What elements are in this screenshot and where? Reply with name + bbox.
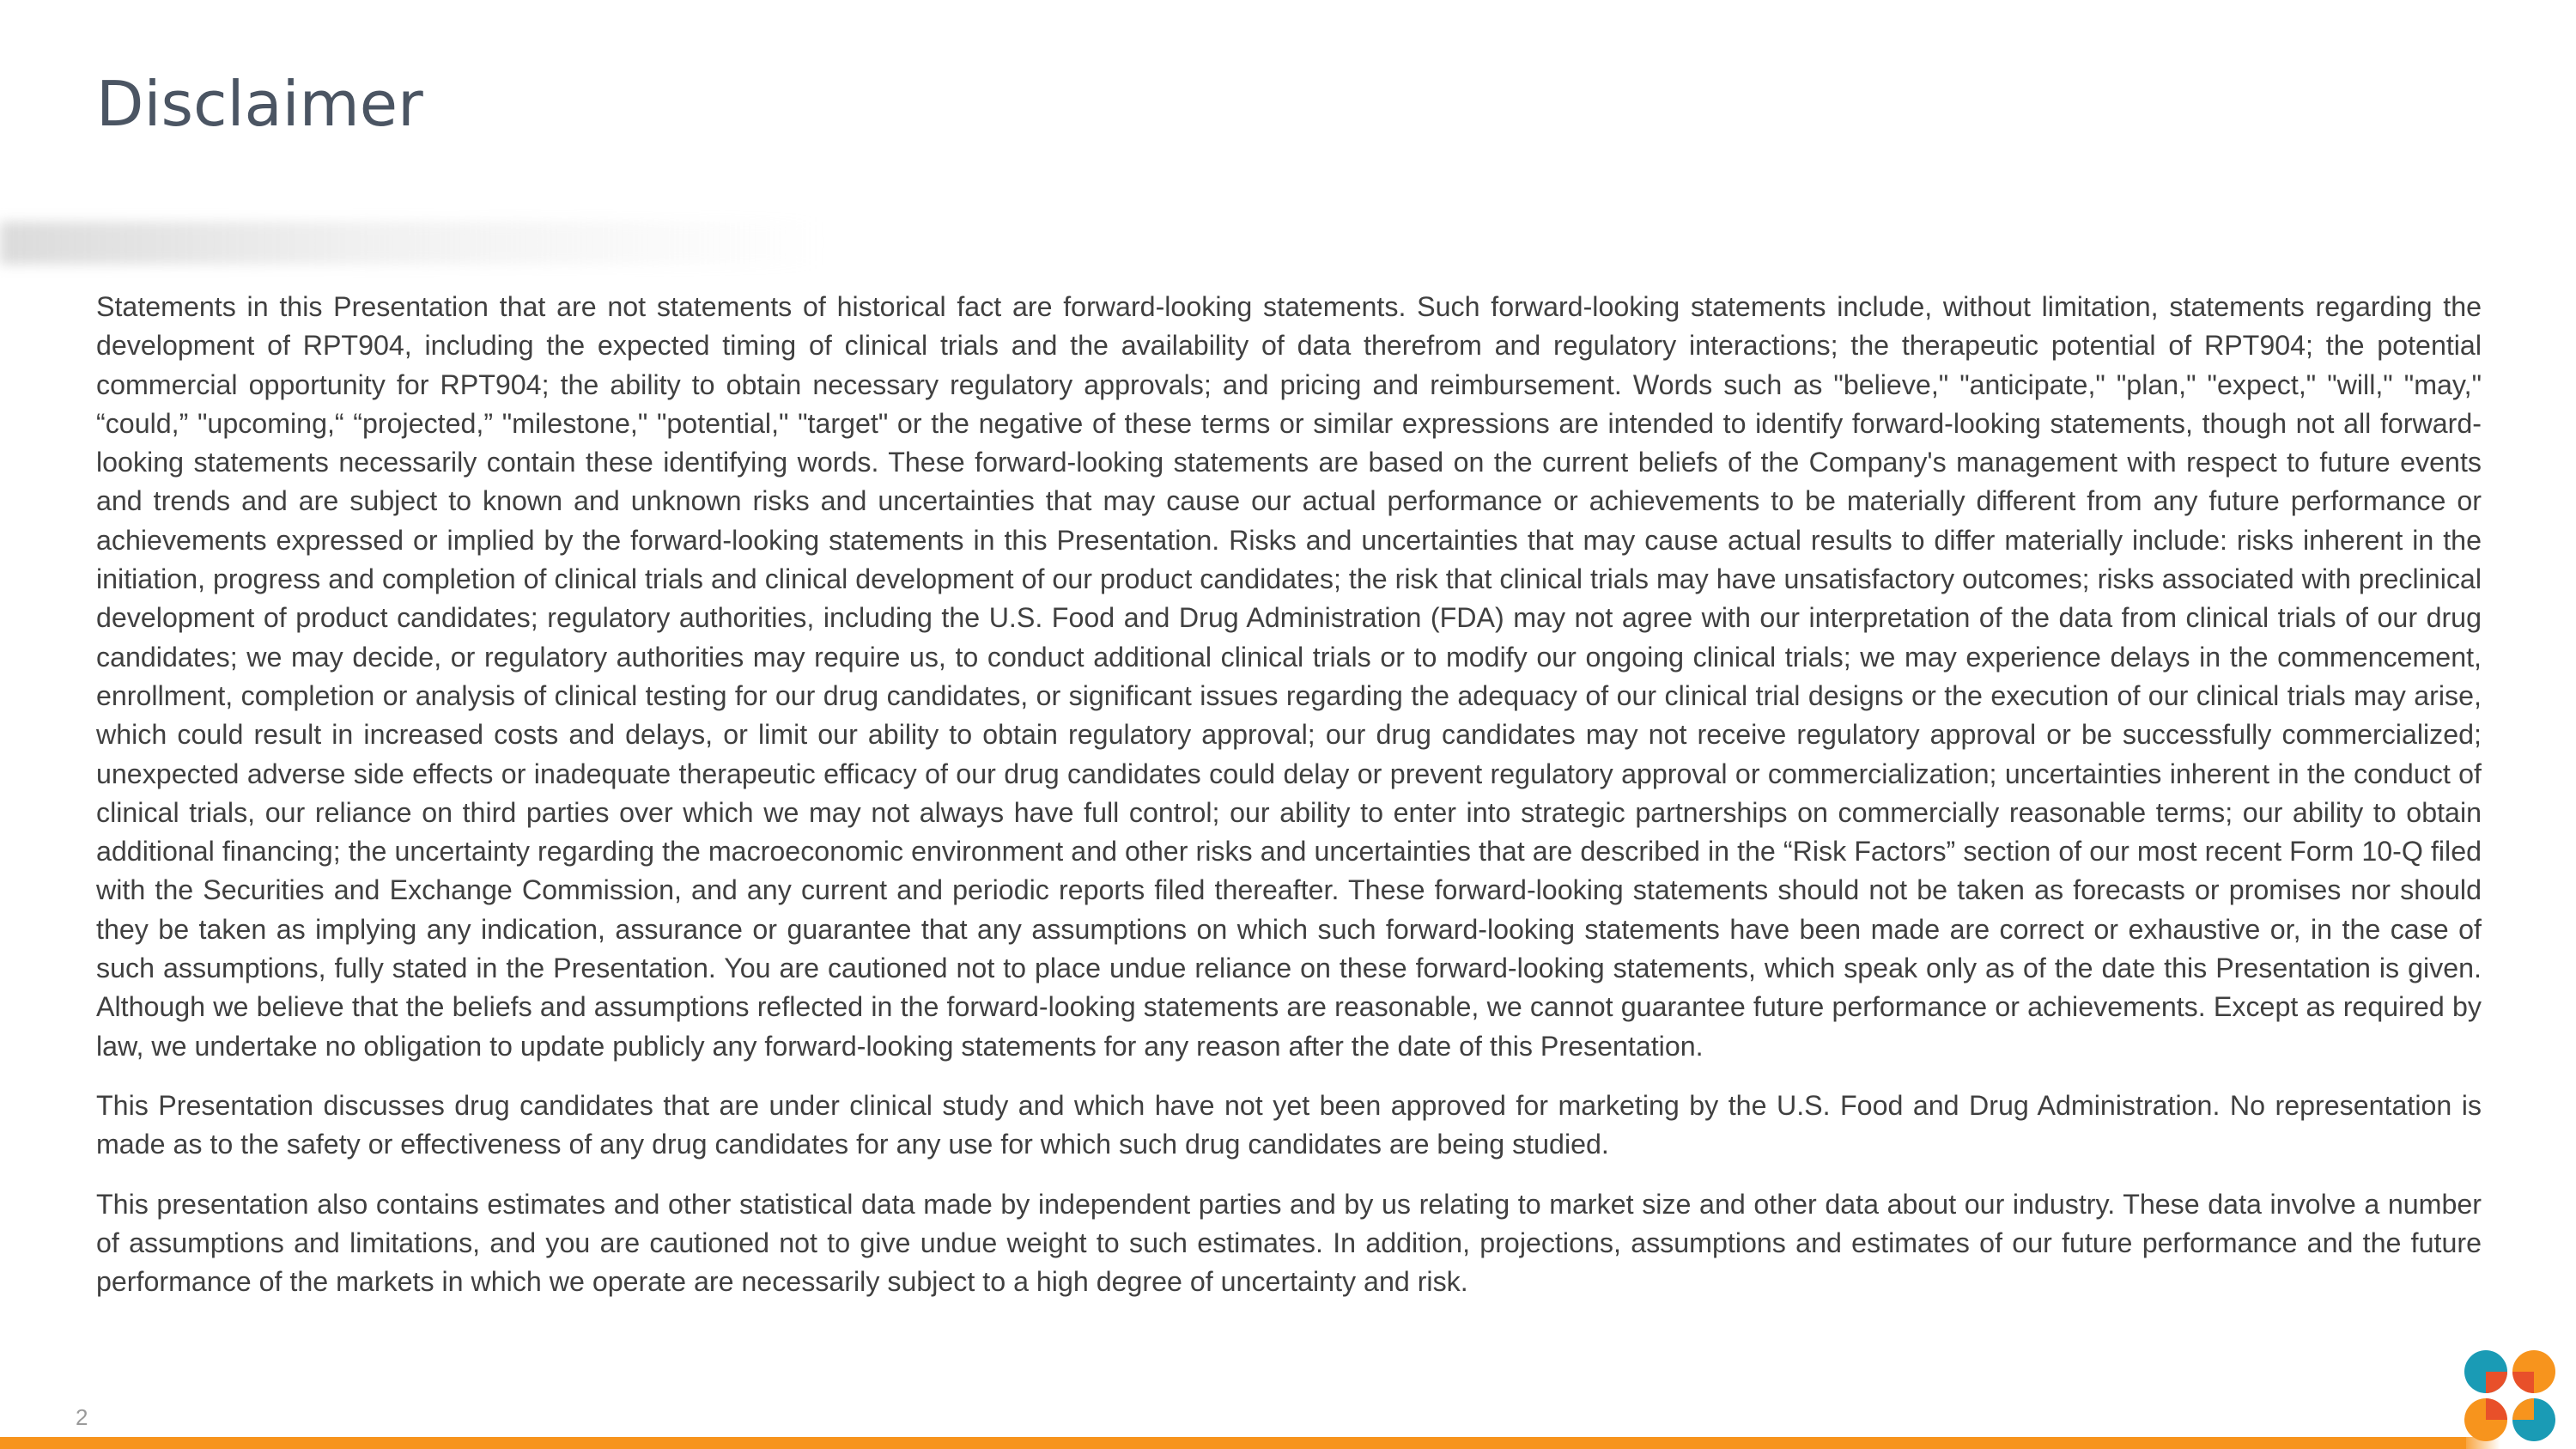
disclaimer-paragraph-market-data: This presentation also contains estimates and other statistical data made by independent parties and by us relating to market size and other data about our industry. These data involve a number of assumptions and limitations, and you are cautioned not to give undue weight to such estimates. In addition, projections, assumptions and estimates of our future performance and the future performance of the markets in which we operate are necessarily subject to a high degree of uncertainty and risk. — [96, 1188, 2482, 1298]
disclaimer-paragraph-forward-looking: Statements in this Presentation that are not statements of historical fact are forward-looking statements. Such forward-looking statements include, without limitation, statements regarding the development of RPT904, including the expected timing of clinical trials and the availability of data therefrom and regulatory interactions; the therapeutic potential of RPT904; the potential commercial opportunity for RPT904; the ability to obtain necessary regulatory approvals; and pricing and reimbursement. Words such as "believe," "anticipate," "plan," "expect," "will," "may," “could,” "upcoming,“ “projected,” "milestone," "potential," "target" or the negative of these terms or similar expressions are intended to identify forward-looking statements, though not all forward-looking statements necessarily contain these identifying words. These forward-looking statements are based on the current beliefs of the Company's management with respect to future events and trends and are subject to known and unknown risks and uncertainties that may cause our actual performance or achievements to be materially different from any future performance or achievements expressed or implied by the forward-looking statements in this Presentation. Risks and uncertainties that may cause actual results to differ materially include: risks inherent in the initiation, progress and completion of clinical trials and clinical development of our product candidates; the risk that clinical trials may have unsatisfactory outcomes; risks associated with preclinical development of product candidates; regulatory authorities, including the U.S. Food and Drug Administration (FDA) may not agree with our interpretation of the data from clinical trials of our drug candidates; we may decide, or regulatory authorities may require us, to conduct additional clinical trials or to modify our ongoing clinical trials; we may experience delays in the commencement, enrollment, completion or analysis of clinical testing for our drug candidates, or significant issues regarding the adequacy of our clinical trial designs or the execution of our clinical trials may arise, which could result in increased costs and delays, or limit our ability to obtain regulatory approval; our drug candidates may not receive regulatory approval or be successfully commercialized; unexpected adverse side effects or inadequate therapeutic efficacy of our drug candidates could delay or prevent regulatory approval or commercialization; uncertainties inherent in the conduct of clinical trials, our reliance on third parties over which we may not always have full control; our ability to enter into strategic partnerships on commercially reasonable terms; our ability to obtain additional financing; the uncertainty regarding the macroeconomic environment and other risks and uncertainties that are described in the “Risk Factors” section of our most recent Form 10-Q filed with the Securities and Exchange Commission, and any current and periodic reports filed thereafter. These forward-looking statements should not be taken as forecasts or promises nor should they be taken as implying any indication, assurance or guarantee that any assumptions on which such forward-looking statements have been made are correct or exhaustive or, in the case of such assumptions, fully stated in the Presentation. You are cautioned not to place undue reliance on these forward-looking statements, which speak only as of the date this Presentation is given. Although we believe that the beliefs and assumptions reflected in the forward-looking statements are reasonable, we cannot guarantee future performance or achievements. Except as required by law, we undertake no obligation to update publicly any forward-looking statements for any reason after the date of this Presentation. — [96, 291, 2482, 1062]
logo-petal-top-right — [2512, 1350, 2555, 1393]
company-logo-icon — [2463, 1349, 2557, 1443]
logo-petal-top-left — [2464, 1350, 2507, 1393]
title-divider-shadow — [0, 222, 824, 265]
disclaimer-paragraph-clinical-study: This Presentation discusses drug candidates that are under clinical study and which have not yet been approved for marketing by the U.S. Food and Drug Administration. No representation is made as to the safety or effectiveness of any drug candidates for any use for which such drug candidates are being studied. — [96, 1089, 2482, 1160]
logo-petal-bottom-right — [2512, 1398, 2555, 1441]
disclaimer-body — [96, 288, 2482, 1322]
logo-petal-bottom-left — [2464, 1398, 2507, 1441]
page-number: 2 — [76, 1404, 88, 1430]
slide-title: Disclaimer — [96, 68, 423, 140]
footer-accent-bar — [0, 1437, 2466, 1449]
